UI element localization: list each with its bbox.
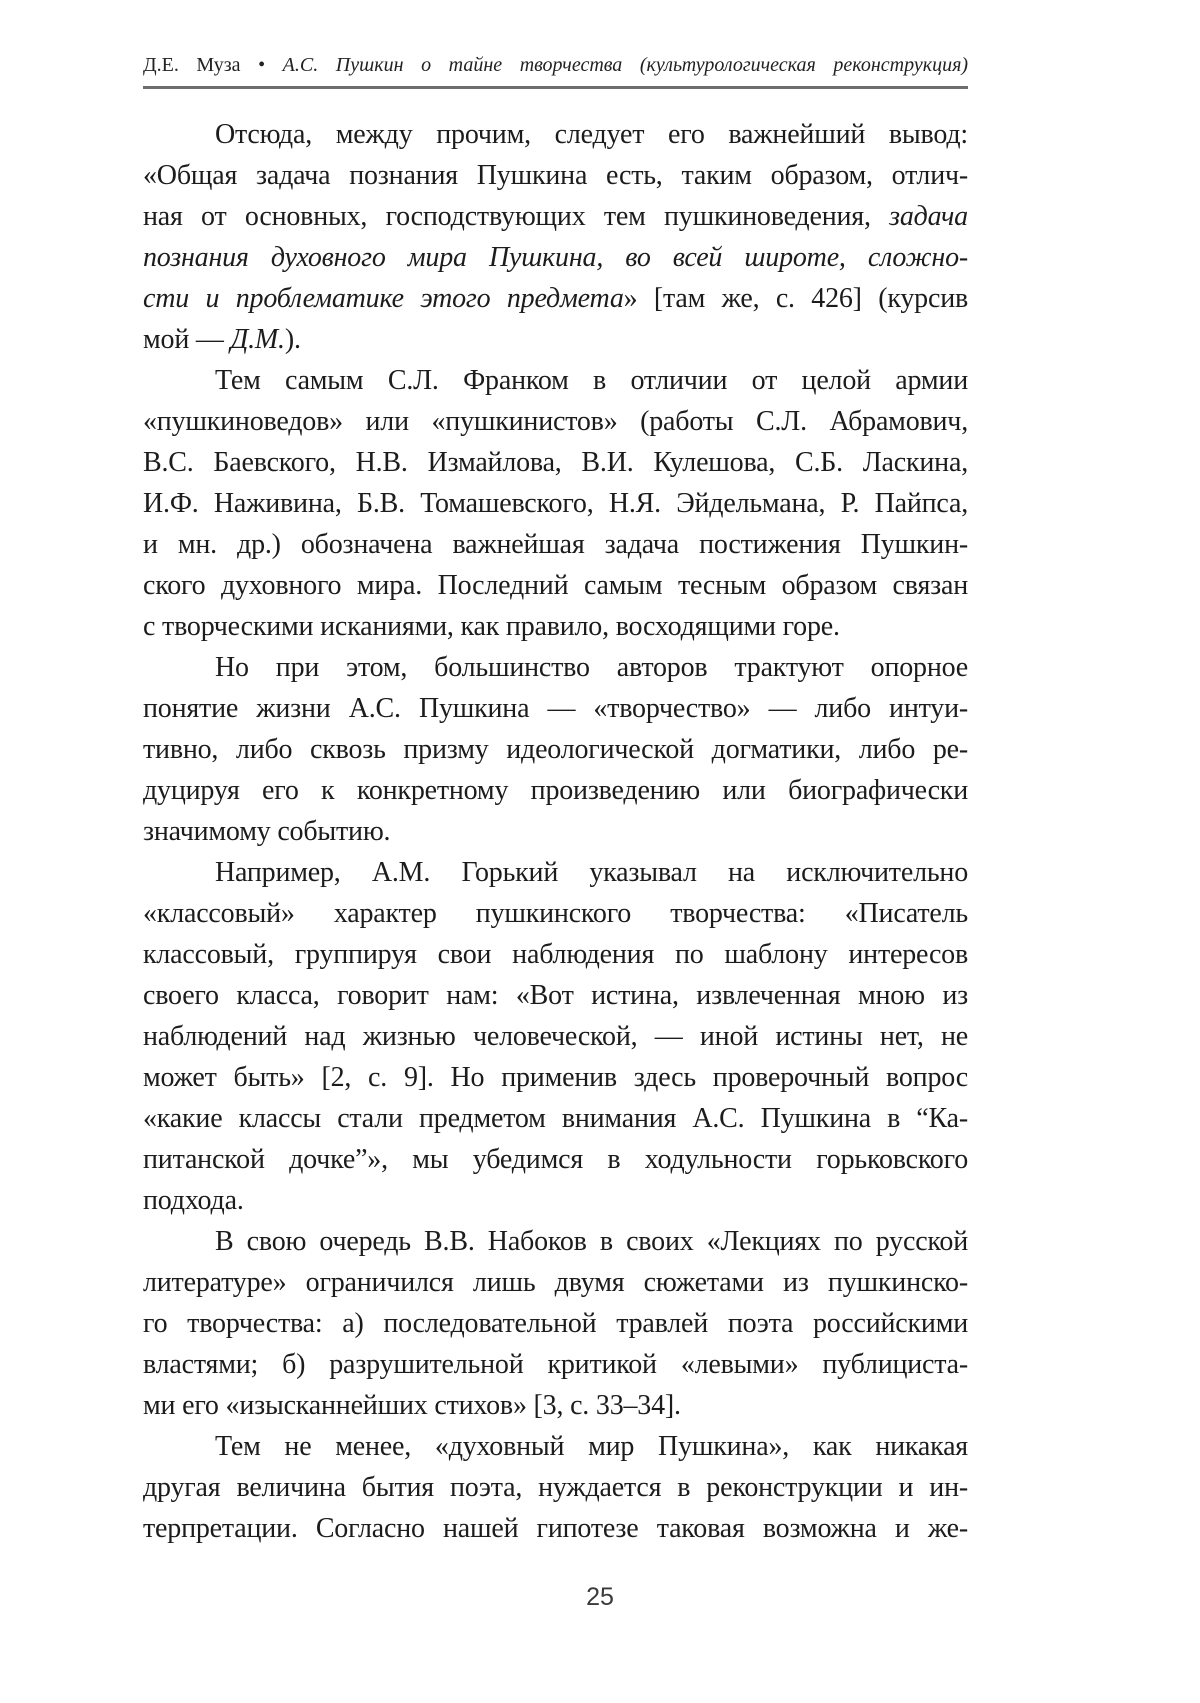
text-line [143,893,968,934]
text-run: терпретации. Согласно нашей гипотезе таковая возможна и же- [143,1513,968,1544]
text-line [143,114,968,155]
text-line [143,647,968,688]
text-run: подхода. [143,1185,244,1216]
text-run: понятие жизни А.С. Пушкина — «творчество» — либо интуи- [143,693,968,724]
text-run: наблюдений над жизнью человеческой, — иной истины нет, не [143,1021,968,1052]
text-line [143,524,968,565]
text-line [143,1180,968,1221]
text-run: » [там же, с. 426] (курсив [623,283,969,314]
bullet-separator: • [258,54,266,76]
text-run: «какие классы стали предметом внимания А.С. Пушкина в “Ка- [143,1103,968,1134]
text-run: может быть» [2, с. 9]. Но применив здесь проверочный вопрос [143,1062,968,1093]
text-line [143,975,968,1016]
text-run: с творческими исканиями, как правило, восходящими горе. [143,611,840,642]
text-run: В.С. Баевского, Н.В. Измайлова, В.И. Кулешова, С.Б. Ласкина, [143,447,968,478]
paragraph [143,1426,968,1549]
page-number: 25 [586,1583,614,1611]
paragraph [143,114,968,360]
text-run: дуцируя его к конкретному произведению или биографически [143,775,968,806]
text-line [143,1221,968,1262]
text-run: властями; б) разрушительной критикой «левыми» публициста- [143,1349,968,1380]
text-run: Но при этом, большинство авторов трактуют опорное [215,652,968,683]
text-run: значимому событию. [143,816,391,847]
text-run: «классовый» характер пушкинского творчества: «Писатель [143,898,968,929]
text-run: своего класса, говорит нам: «Вот истина, извлеченная мною из [143,980,968,1011]
paragraph [143,852,968,1221]
text-run: литературе» ограничился лишь двумя сюжетами из пушкинско- [143,1267,968,1298]
text-line [143,237,968,278]
text-line [143,852,968,893]
text-run: Тем самым С.Л. Франком в отличии от целой армии [215,365,968,396]
text-run: ми его «изысканнейших стихов» [3, с. 33–34]. [143,1390,681,1421]
text-run: ). [284,324,301,355]
text-run: Например, А.М. Горький указывал на исключительно [215,857,968,888]
italic-text-run: сти и проблематике этого предмета [143,283,624,314]
italic-text-run: Д.М. [230,324,285,355]
text-run: Тем не менее, «духовный мир Пушкина», как никакая [215,1431,968,1462]
paragraph [143,360,968,647]
running-head [143,52,968,78]
text-line [143,360,968,401]
running-head-title: А.С. Пушкин о тайне творчества (культурологическая реконструкция) [282,54,969,76]
text-run: тивно, либо сквозь призму идеологической догматики, либо ре- [143,734,968,765]
text-run: питанской дочке”», мы убедимся в ходульности горьковского [143,1144,968,1175]
text-line [143,688,968,729]
text-line [143,1508,968,1549]
paragraph [143,1221,968,1426]
text-run: Отсюда, между прочим, следует его важнейший вывод: [215,119,968,150]
text-run: мой — [143,324,231,355]
text-line [143,1303,968,1344]
text-run: другая величина бытия поэта, нуждается в реконструкции и ин- [143,1472,968,1503]
text-line [143,565,968,606]
text-line [143,196,968,237]
text-line [143,155,968,196]
text-line [143,1139,968,1180]
italic-text-run: задача [889,201,968,232]
text-run: В свою очередь В.В. Набоков в своих «Лекциях по русской [215,1226,968,1257]
text-run: ского духовного мира. Последний самым тесным образом связан [143,570,968,601]
text-run: ная от основных, господствующих тем пушкиноведения, [143,201,890,232]
text-line [143,1467,968,1508]
text-line [143,606,968,647]
running-head-author: Д.Е. Муза [143,54,241,76]
paragraph [143,647,968,852]
text-line [143,1098,968,1139]
text-run: «Общая задача познания Пушкина есть, таким образом, отлич- [143,160,968,191]
text-line [143,401,968,442]
text-line [143,442,968,483]
text-line [143,483,968,524]
text-run: го творчества: а) последовательной травлей поэта российскими [143,1308,968,1339]
text-line [143,1344,968,1385]
body-text [143,114,968,1549]
text-line [143,1016,968,1057]
text-line [143,934,968,975]
text-line [143,1385,968,1426]
text-line [143,1426,968,1467]
text-line [143,1262,968,1303]
text-line [143,1057,968,1098]
text-line [143,729,968,770]
text-line [143,278,968,319]
text-line [143,811,968,852]
text-run: И.Ф. Наживина, Б.В. Томашевского, Н.Я. Эйдельмана, Р. Пайпса, [143,488,968,519]
text-run: классовый, группируя свои наблюдения по шаблону интересов [143,939,968,970]
text-run: «пушкиноведов» или «пушкинистов» (работы С.Л. Абрамович, [143,406,968,437]
text-line [143,770,968,811]
header-rule [143,86,968,89]
text-line [143,319,968,360]
italic-text-run: познания духовного мира Пушкина, во всей широте, сложно- [143,242,968,273]
text-run: и мн. др.) обозначена важнейшая задача постижения Пушкин- [143,529,968,560]
